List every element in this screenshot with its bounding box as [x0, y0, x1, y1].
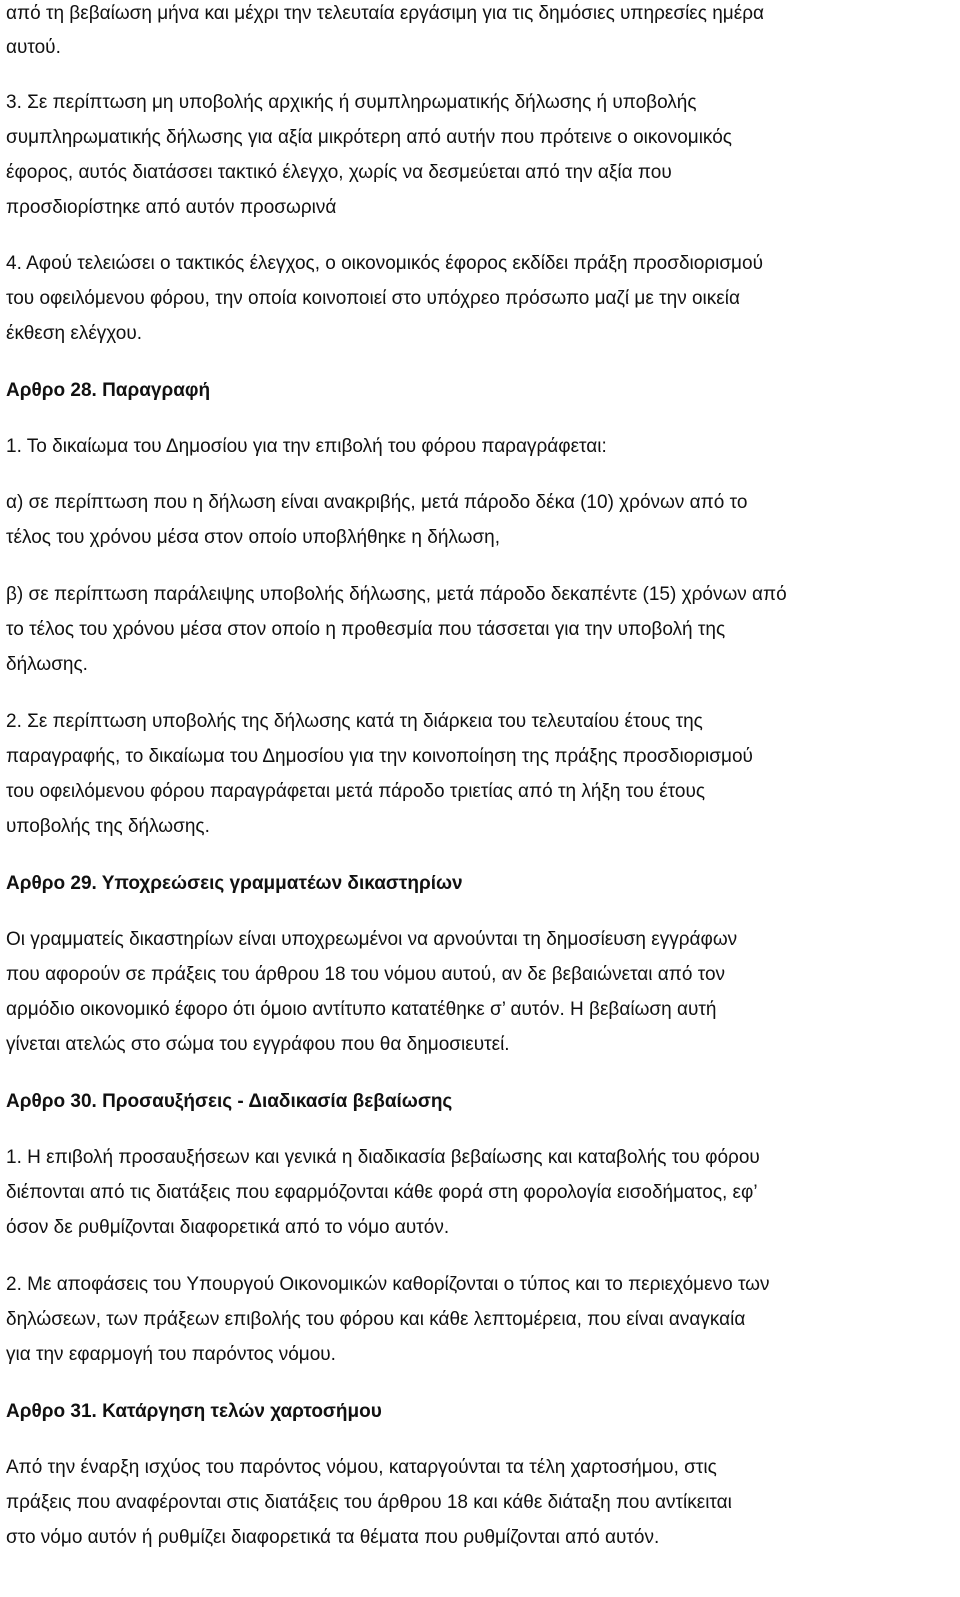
text-line: του οφειλόμενου φόρου, την οποία κοινοποιεί στο υπόχρεο πρόσωπο μαζί με την οικεία	[6, 288, 740, 309]
text-line: έκθεση ελέγχου.	[6, 323, 142, 344]
text-line: 1. Η επιβολή προσαυξήσεων και γενικά η διαδικασία βεβαίωσης και καταβολής του φόρου	[6, 1147, 760, 1168]
text-line: πράξεις που αναφέρονται στις διατάξεις του άρθρου 18 και κάθε διάταξη που αντίκειται	[6, 1492, 732, 1513]
text-line: γίνεται ατελώς στο σώμα του εγγράφου που θα δημοσιευτεί.	[6, 1034, 510, 1055]
text-line: για την εφαρμογή του παρόντος νόμου.	[6, 1344, 336, 1365]
text-line: 2. Σε περίπτωση υποβολής της δήλωσης κατά τη διάρκεια του τελευταίου έτους της	[6, 711, 703, 732]
text-line: προσδιορίστηκε από αυτόν προσωρινά	[6, 197, 337, 218]
text-line: Οι γραμματείς δικαστηρίων είναι υποχρεωμένοι να αρνούνται τη δημοσίευση εγγράφων	[6, 929, 738, 950]
text-line: δήλωσης.	[6, 654, 88, 675]
text-line: τέλος του χρόνου μέσα στον οποίο υποβλήθηκε η δήλωση,	[6, 527, 501, 548]
text-line: αυτού.	[6, 37, 61, 58]
text-line: διέπονται από τις διατάξεις που εφαρμόζονται κάθε φορά στη φορολογία εισοδήματος, εφ’	[6, 1182, 758, 1203]
text-line: παραγραφής, το δικαίωμα του Δημοσίου για την κοινοποίηση της πράξης προσδιορισμού	[6, 746, 753, 767]
article-heading-30: Αρθρο 30. Προσαυξήσεις - Διαδικασία βεβαίωσης	[6, 1091, 453, 1112]
text-line: 4. Αφού τελειώσει ο τακτικός έλεγχος, ο οικονομικός έφορος εκδίδει πράξη προσδιορισμού	[6, 253, 763, 274]
text-line: δηλώσεων, των πράξεων επιβολής του φόρου και κάθε λεπτομέρεια, που είναι αναγκαία	[6, 1309, 746, 1330]
text-line: έφορος, αυτός διατάσσει τακτικό έλεγχο, χωρίς να δεσμεύεται από την αξία που	[6, 162, 672, 183]
text-line: α) σε περίπτωση που η δήλωση είναι ανακριβής, μετά πάροδο δέκα (10) χρόνων από το	[6, 492, 748, 513]
text-line: 2. Με αποφάσεις του Υπουργού Οικονομικών καθορίζονται ο τύπος και το περιεχόμενο των	[6, 1274, 770, 1295]
text-line: συμπληρωματικής δήλωσης για αξία μικρότερη από αυτήν που πρότεινε ο οικονομικός	[6, 127, 732, 148]
article-heading-29: Αρθρο 29. Υποχρεώσεις γραμματέων δικαστηρίων	[6, 873, 463, 894]
text-line: αρμόδιο οικονομικό έφορο ότι όμοιο αντίτυπο κατατέθηκε σ’ αυτόν. Η βεβαίωση αυτή	[6, 999, 717, 1020]
text-line: το τέλος του χρόνου μέσα στον οποίο η προθεσμία που τάσσεται για την υποβολή της	[6, 619, 726, 640]
text-line: όσον δε ρυθμίζονται διαφορετικά από το νόμο αυτόν.	[6, 1217, 450, 1238]
text-line: από τη βεβαίωση μήνα και μέχρι την τελευταία εργάσιμη για τις δημόσιες υπηρεσίες ημέρα	[6, 3, 764, 24]
text-line: 1. Το δικαίωμα του Δημοσίου για την επιβολή του φόρου παραγράφεται:	[6, 436, 607, 457]
text-line: που αφορούν σε πράξεις του άρθρου 18 του νόμου αυτού, αν δε βεβαιώνεται από τον	[6, 964, 726, 985]
article-heading-31: Αρθρο 31. Κατάργηση τελών χαρτοσήμου	[6, 1401, 382, 1422]
text-line: υποβολής της δήλωσης.	[6, 816, 210, 837]
text-line: β) σε περίπτωση παράλειψης υποβολής δήλωσης, μετά πάροδο δεκαπέντε (15) χρόνων από	[6, 584, 787, 605]
text-line: στο νόμο αυτόν ή ρυθμίζει διαφορετικά τα θέματα που ρυθμίζονται από αυτόν.	[6, 1527, 660, 1548]
article-heading-28: Αρθρο 28. Παραγραφή	[6, 380, 211, 401]
text-line: 3. Σε περίπτωση μη υποβολής αρχικής ή συμπληρωματικής δήλωσης ή υποβολής	[6, 92, 697, 113]
text-line: Από την έναρξη ισχύος του παρόντος νόμου, καταργούνται τα τέλη χαρτοσήμου, στις	[6, 1457, 717, 1478]
text-line: του οφειλόμενου φόρου παραγράφεται μετά πάροδο τριετίας από τη λήξη του έτους	[6, 781, 706, 802]
